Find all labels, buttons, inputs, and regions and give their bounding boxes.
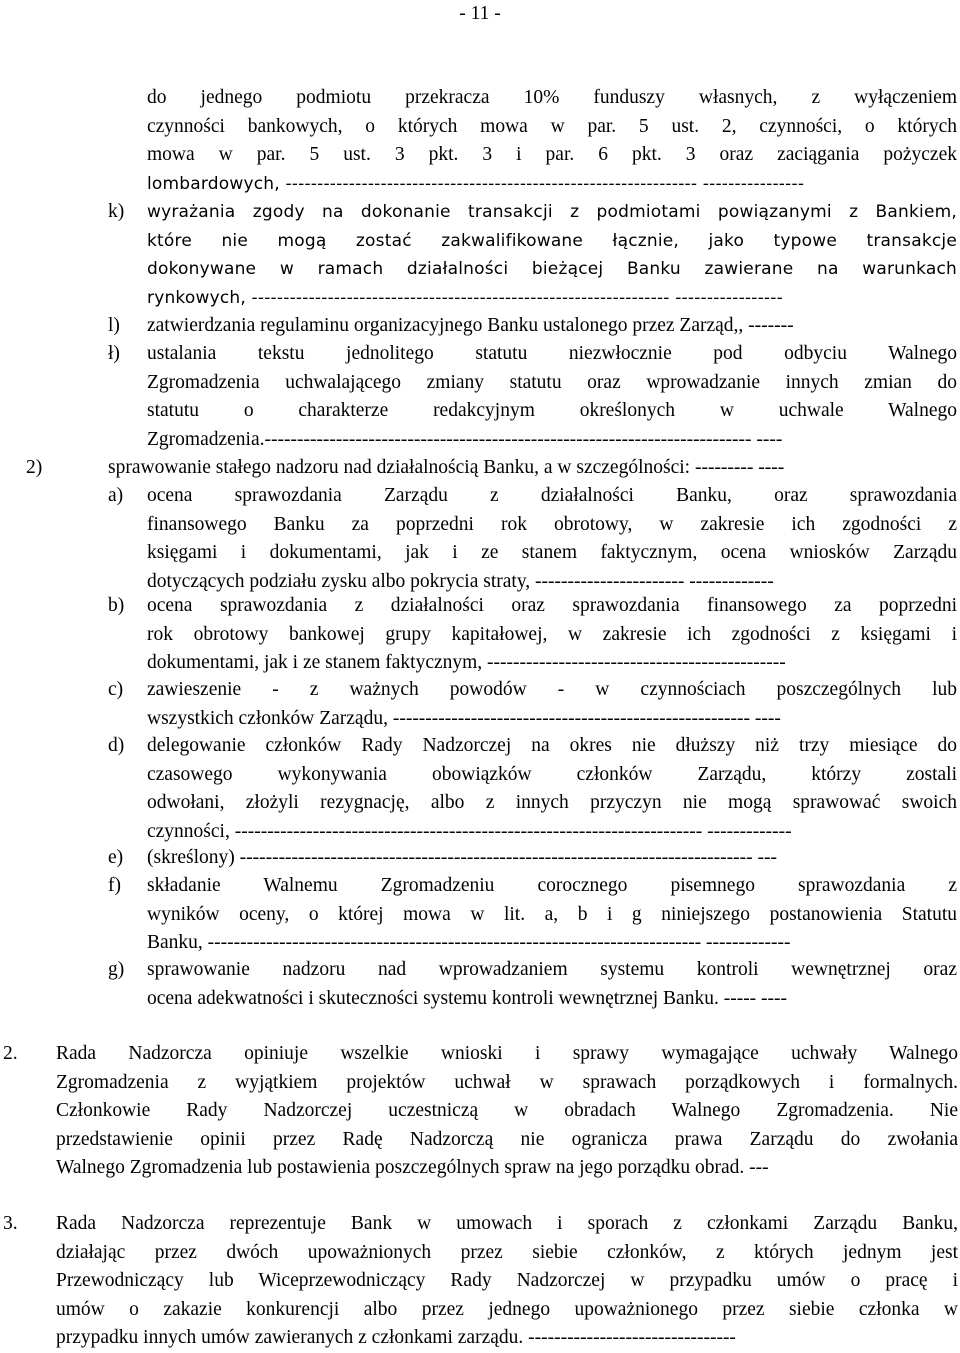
text-line: działając przez dwóch upoważnionych przez siebie członków, z których jednym jest: [56, 1241, 958, 1263]
list-item-d: [147, 732, 957, 846]
text-line: statutu o charakterze redakcyjnym określonych w uchwale Walnego: [147, 400, 957, 421]
text-line: odwołani, złożyli rezygnację, albo z innych przyczyn nie mogą sprawować swoich: [147, 792, 957, 813]
text-line: czynności, ------------------------------------------------------------------------ -------------: [147, 820, 792, 842]
list-marker: 2): [26, 457, 43, 478]
text-line: sprawowanie nadzoru nad wprowadzaniem systemu kontroli wewnętrznej oraz: [147, 959, 957, 980]
text-line: rok obrotowy bankowej grupy kapitałowej, w zakresie ich zgodności z księgami i: [147, 623, 957, 645]
text-line: lombardowych, ----------------------------------------------------------------- ----------------: [147, 173, 805, 194]
list-item-f: [147, 872, 957, 958]
text-line: dokonywane w ramach działalności bieżącej Banku zawierane na warunkach: [147, 259, 957, 279]
text-line: ocena adekwatności i skuteczności systemu kontroli wewnętrznej Banku. ----- ----: [147, 987, 788, 1009]
list-marker: e): [108, 847, 124, 868]
text-line: dokumentami, jak i ze stanem faktycznym, ----------------------------------------------: [147, 652, 786, 673]
text-line: Walnego Zgromadzenia lub postawienia poszczególnych spraw na jego porządku obrad. ---: [56, 1157, 769, 1178]
list-marker: g): [108, 959, 125, 980]
text-line: Członkowie Rady Nadzorczej uczestniczą w obradach Walnego Zgromadzenia. Nie: [56, 1100, 958, 1121]
text-line: które nie mogą zostać zakwalifikowane łącznie, jako typowe transakcje: [147, 230, 957, 251]
list-marker: a): [108, 485, 124, 506]
list-item-a: [147, 482, 957, 596]
text-line: czasowego wykonywania obowiązków członków Zarządu, którzy zostali: [147, 763, 957, 785]
section-marker: 3.: [3, 1213, 18, 1234]
list-item-continuation: [147, 84, 957, 198]
text-line: czynności bankowych, o których mowa w par. 5 ust. 2, czynności, o których: [147, 115, 957, 137]
list-marker: c): [108, 679, 124, 700]
list-item-l: [147, 312, 957, 341]
text-line: przedstawienie opinii przez Radę Nadzorczą nie ogranicza prawa Zarządu do zwołania: [56, 1128, 958, 1150]
text-line: rynkowych, ------------------------------------------------------------------ -----------------: [147, 287, 783, 308]
text-line: dotyczących podziału zysku albo pokrycia straty, ----------------------- -------------: [147, 570, 774, 592]
text-line: składanie Walnemu Zgromadzeniu corocznego pisemnego sprawozdania z: [147, 875, 957, 896]
text-line: Zgromadzenia uchwalającego zmiany statutu oraz wprowadzanie innych zmian do: [147, 371, 957, 393]
section-2: [56, 1040, 958, 1183]
text-line: sprawowanie stałego nadzoru nad działalnością Banku, a w szczególności: --------- ----: [108, 457, 785, 478]
list-item-k: [147, 198, 957, 312]
text-line: przypadku innych umów zawieranych z członkami zarządu. --------------------------------: [56, 1327, 736, 1348]
text-line: Banku, ---------------------------------------------------------------------------- -------------: [147, 932, 791, 953]
text-line: zatwierdzania regulaminu organizacyjnego Banku ustalonego przez Zarząd,, -------: [147, 315, 794, 336]
text-line: wyników oceny, o której mowa w lit. a, b i g niniejszego postanowienia Statutu: [147, 903, 957, 925]
text-line: finansowego Banku za poprzedni rok obrotowy, w zakresie ich zgodności z: [147, 513, 957, 535]
text-line: Zgromadzenia z wyjątkiem projektów uchwał w sprawach porządkowych i formalnych.: [56, 1071, 958, 1093]
list-marker: d): [108, 735, 125, 756]
text-line: do jednego podmiotu przekracza 10% funduszy własnych, z wyłączeniem: [147, 87, 957, 108]
section-marker: 2.: [3, 1043, 18, 1064]
text-line: mowa w par. 5 ust. 3 pkt. 3 i par. 6 pkt. 3 oraz zaciągania pożyczek: [147, 144, 957, 165]
list-marker: f): [108, 875, 121, 896]
text-line: (skreślony) ------------------------------------------------------------------------------- ---: [147, 847, 777, 868]
text-line: Rada Nadzorcza reprezentuje Bank w umowach i sporach z członkami Zarządu Banku,: [56, 1213, 958, 1234]
list-item-b: [147, 592, 957, 678]
list-item-c: [147, 676, 957, 733]
text-line: Zgromadzenia.--------------------------------------------------------------------------- ----: [147, 428, 783, 450]
point-2: [108, 454, 958, 483]
text-line: Rada Nadzorcza opiniuje wszelkie wnioski i sprawy wymagające uchwały Walnego: [56, 1043, 958, 1064]
text-line: ocena sprawozdania Zarządu z działalności Banku, oraz sprawozdania: [147, 485, 957, 506]
text-line: delegowanie członków Rady Nadzorczej na okres nie dłuższy niż trzy miesiące do: [147, 735, 957, 756]
text-line: ustalania tekstu jednolitego statutu niezwłocznie pod odbyciu Walnego: [147, 343, 957, 364]
text-line: zawieszenie - z ważnych powodów - w czynnościach poszczególnych lub: [147, 679, 957, 700]
text-line: ocena sprawozdania z działalności oraz sprawozdania finansowego za poprzedni: [147, 595, 957, 616]
list-item-l-stroke: [147, 340, 957, 454]
text-line: umów o zakazie konkurencji albo przez jednego upoważnionego przez siebie członka w: [56, 1298, 958, 1320]
list-marker: l): [108, 315, 120, 336]
list-marker: ł): [108, 343, 120, 364]
list-marker: k): [108, 201, 125, 222]
list-item-e: [147, 844, 957, 873]
list-marker: b): [108, 595, 125, 616]
list-item-g: [147, 956, 957, 1013]
section-3: [56, 1210, 958, 1353]
text-line: wyrażania zgody na dokonanie transakcji z podmiotami powiązanymi z Bankiem,: [147, 202, 957, 222]
text-line: księgami i dokumentami, jak i ze stanem faktycznym, ocena wniosków Zarządu: [147, 542, 957, 563]
page-number: - 11 -: [459, 3, 501, 24]
text-line: wszystkich członków Zarządu, ------------------------------------------------------- ----: [147, 707, 781, 729]
text-line: Przewodniczący lub Wiceprzewodniczący Rady Nadzorczej w przypadku umów o pracę i: [56, 1270, 958, 1291]
